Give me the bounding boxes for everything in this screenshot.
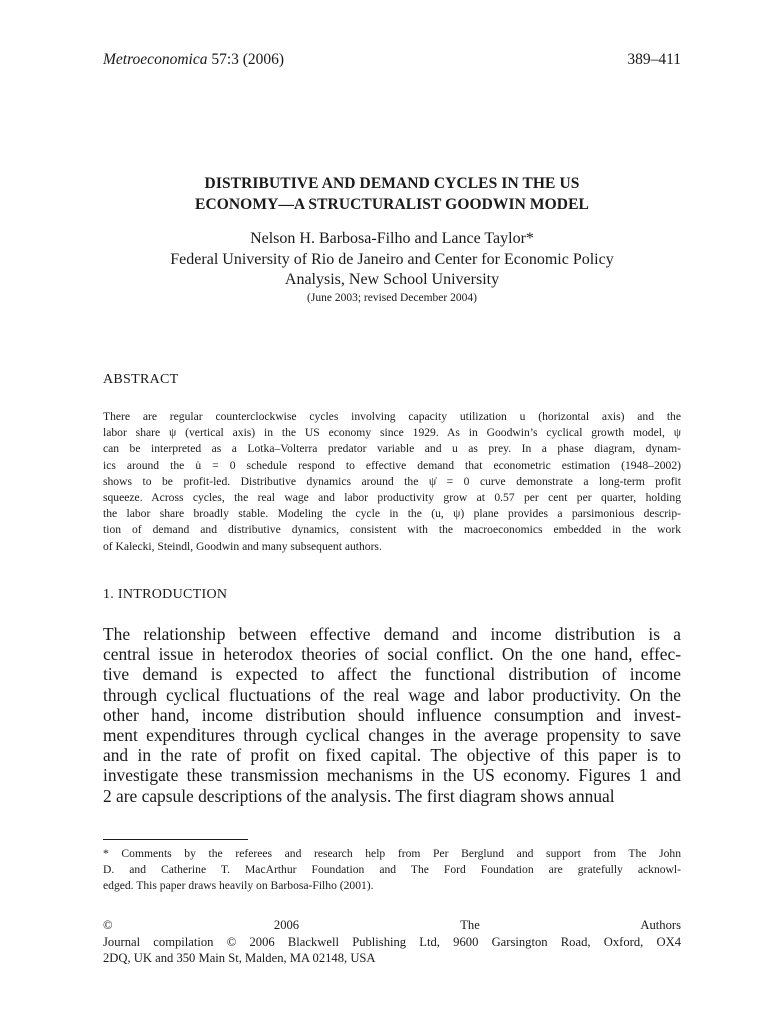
body-line: and in the rate of profit on fixed capital. The objective of this paper is to <box>103 745 681 766</box>
body-line: 2 are capsule descriptions of the analysis. The first diagram shows annual <box>103 785 615 806</box>
body-line: tive demand is expected to affect the functional distribution of income <box>103 664 681 685</box>
affiliation-line: Analysis, New School University <box>284 271 500 288</box>
abstract-line: There are regular counterclockwise cycles involving capacity utilization u (horizontal axis) and the <box>103 410 681 423</box>
body-line: ment expenditures through cyclical changes in the average propensity to save <box>103 725 681 746</box>
footnote-line: * Comments by the referees and research help from Per Berglund and support from The John <box>103 847 681 860</box>
introduction-text <box>103 624 681 806</box>
affiliation-line: Federal University of Rio de Janeiro and Center for Economic Policy <box>170 250 614 268</box>
author-block <box>103 229 681 291</box>
abstract-heading: ABSTRACT <box>103 372 179 387</box>
copyright-notice <box>103 917 681 967</box>
footnote <box>103 846 681 895</box>
journal-citation <box>103 51 284 69</box>
author-names: Nelson H. Barbosa-Filho and Lance Taylor* <box>250 230 534 247</box>
abstract-line: tion of demand and distributive dynamics, consistent with the macroeconomics embedded in the work <box>103 523 681 537</box>
footnote-divider <box>103 839 248 840</box>
body-line: central issue in heterodox theories of social conflict. On the one hand, effec- <box>103 644 681 665</box>
section-heading-introduction: 1. INTRODUCTION <box>103 587 228 602</box>
body-line: investigate these transmission mechanisms in the US economy. Figures 1 and <box>103 765 681 786</box>
body-line: other hand, income distribution should influence consumption and invest- <box>103 704 681 725</box>
title-line: DISTRIBUTIVE AND DEMAND CYCLES IN THE US <box>204 175 580 192</box>
abstract-line: can be interpreted as a Lotka–Volterra predator variable and u as prey. In a phase diagram, dynam- <box>103 442 681 456</box>
footnote-line: edged. This paper draws heavily on Barbosa-Filho (2001). <box>103 879 374 893</box>
copyright-line: Journal compilation © 2006 Blackwell Publishing Ltd, 9600 Garsington Road, Oxford, OX4 <box>103 934 681 949</box>
title-line: ECONOMY—A STRUCTURALIST GOODWIN MODEL <box>195 196 589 213</box>
body-line: through cyclical fluctuations of the real wage and labor productivity. On the <box>103 684 681 705</box>
copyright-line: 2DQ, UK and 350 Main St, Malden, MA 02148, USA <box>103 951 376 965</box>
abstract-line: the labor share broadly stable. Modeling the cycle in the (u, ψ) plane provides a parsimonious descrip- <box>103 507 681 521</box>
abstract-line: ics around the u̇ = 0 schedule respond to effective demand that econometric estimation (1948–2002) <box>103 458 681 472</box>
footnote-line: D. and Catherine T. MacArthur Foundation and The Ford Foundation are gratefully acknowl- <box>103 863 681 877</box>
volume-issue-year: 57:3 (2006) <box>207 51 285 68</box>
submission-dates: (June 2003; revised December 2004) <box>307 292 477 304</box>
journal-name: Metroeconomica <box>103 51 208 68</box>
page-range: 389–411 <box>627 51 681 68</box>
body-line: The relationship between effective demand and income distribution is a <box>103 624 681 644</box>
abstract-line: of Kalecki, Steindl, Goodwin and many subsequent authors. <box>103 539 382 553</box>
abstract-line: shows to be profit-led. Distributive dynamics around the ψ̇ = 0 curve demonstrate a long-term profit <box>103 474 681 488</box>
copyright-line: © 2006 The Authors <box>103 918 681 932</box>
abstract-line: squeeze. Across cycles, the real wage and labor productivity grow at 0.57 per cent per quarter, holding <box>103 491 681 505</box>
paper-title <box>103 173 681 215</box>
running-head <box>103 51 681 69</box>
abstract-text <box>103 409 681 555</box>
abstract-line: labor share ψ (vertical axis) in the US economy since 1929. As in Goodwin’s cyclical growth model, ψ <box>103 426 681 440</box>
